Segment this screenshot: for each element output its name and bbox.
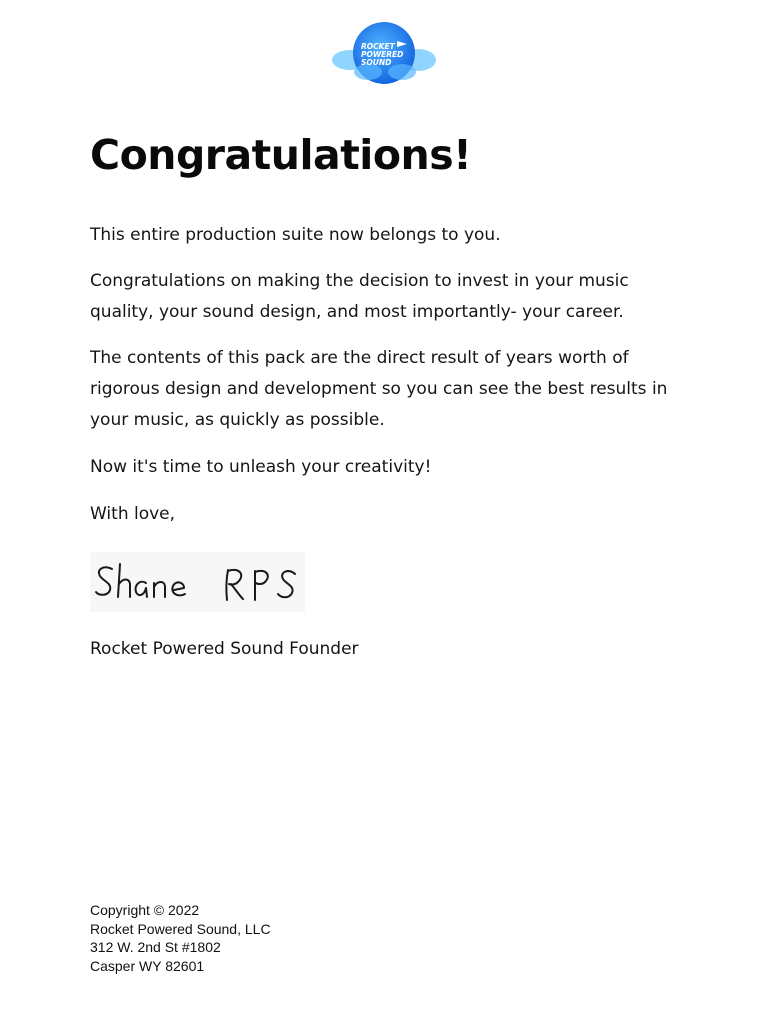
letter-title: Congratulations! bbox=[90, 131, 472, 179]
signer-role: Rocket Powered Sound Founder bbox=[90, 639, 359, 659]
logo-text-line-2: POWERED bbox=[361, 50, 404, 59]
company-name: Rocket Powered Sound, LLC bbox=[90, 920, 271, 937]
paragraph-congratulations: Congratulations on making the decision to invest in your music quality, your sound design, and most importantly- your career. bbox=[90, 271, 629, 322]
paragraph-pack-contents: The contents of this pack are the direct result of years worth of rigorous design and development so you can see the best results in your music, as quickly as possible. bbox=[90, 348, 668, 430]
copyright-notice: Copyright © 2022 bbox=[90, 902, 200, 918]
closing-salutation: With love, bbox=[90, 504, 176, 524]
footer-address-block bbox=[90, 901, 390, 975]
rocket-powered-sound-logo-icon bbox=[330, 18, 438, 88]
paragraph-ownership: This entire production suite now belongs to you. bbox=[90, 225, 501, 245]
paragraph-creativity: Now it's time to unleash your creativity! bbox=[90, 457, 432, 477]
city-state-zip: Casper WY 82601 bbox=[90, 957, 205, 974]
letter-body bbox=[90, 128, 690, 659]
logo-text-line-3: SOUND bbox=[361, 58, 392, 67]
logo-text-line-1: ROCKET bbox=[361, 42, 395, 51]
handwritten-signature bbox=[90, 552, 305, 612]
street-address: 312 W. 2nd St #1802 bbox=[90, 939, 221, 955]
